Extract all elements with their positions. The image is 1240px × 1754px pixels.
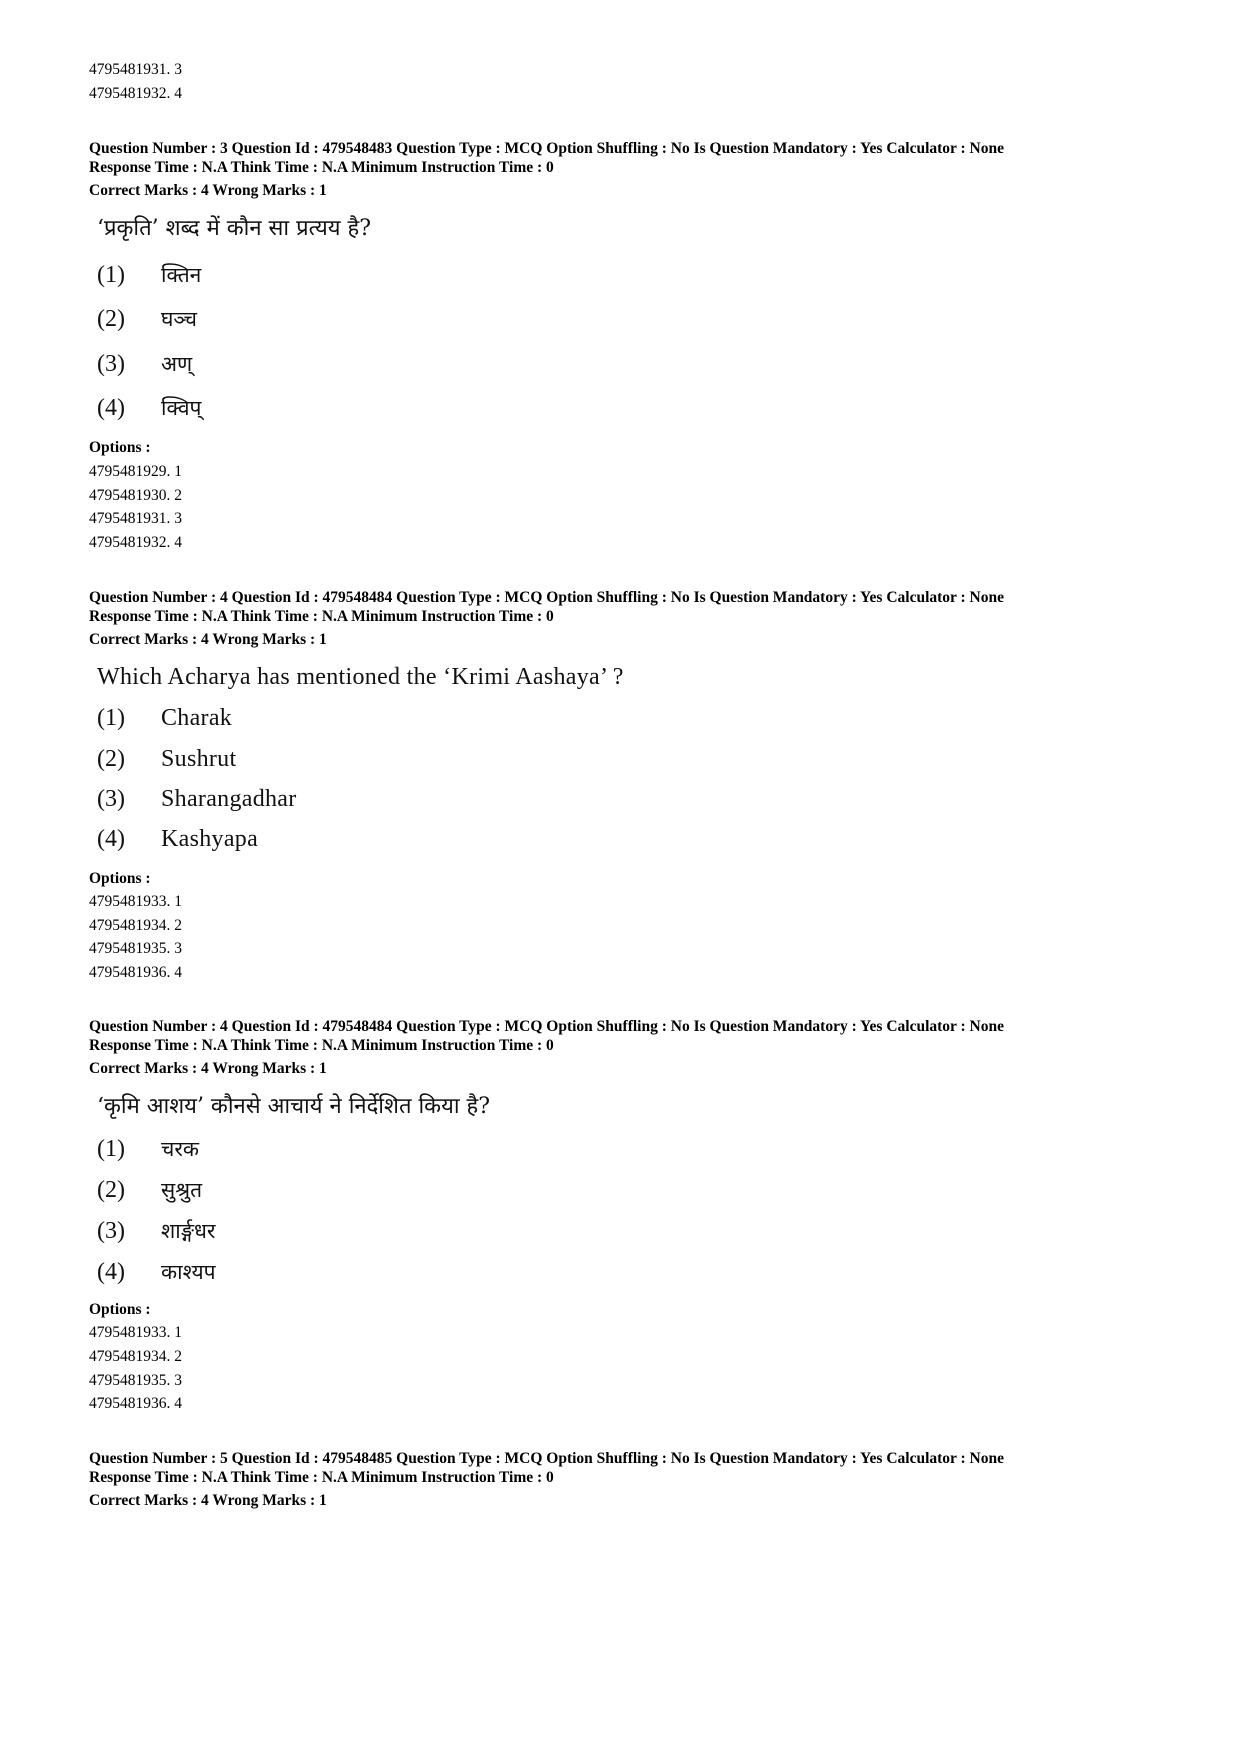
question-header: Question Number : 4 Question Id : 479548484 Question Type : MCQ Option Shuffling : No Is Question Mandatory : Yes Calculator : None [89,589,1004,606]
choice-number: (2) [97,746,125,772]
choice-number: (1) [97,1136,125,1162]
choice-number: (2) [97,306,125,332]
choice-text: काश्यप [161,1260,216,1284]
choice-number: (4) [97,1259,125,1285]
option-id-line: 4795481935. 3 [89,940,182,957]
question-header: Question Number : 4 Question Id : 479548484 Question Type : MCQ Option Shuffling : No Is Question Mandatory : Yes Calculator : None [89,1018,1004,1035]
choice-text: शार्ङ्गधर [161,1219,216,1243]
options-label: Options : [89,1301,151,1318]
choice-number: (2) [97,1177,125,1203]
question-header: Question Number : 3 Question Id : 479548483 Question Type : MCQ Option Shuffling : No Is Question Mandatory : Yes Calculator : None [89,140,1004,157]
option-id-line: 4795481933. 1 [89,893,182,910]
choice-text: अण् [161,352,193,376]
question-meta: Response Time : N.A Think Time : N.A Minimum Instruction Time : 0 [89,159,554,176]
choice-number: (3) [97,786,125,812]
question-marks: Correct Marks : 4 Wrong Marks : 1 [89,631,327,648]
question-marks: Correct Marks : 4 Wrong Marks : 1 [89,1492,327,1509]
option-id-line: 4795481932. 4 [89,534,182,551]
choice-text: सुश्रुत [161,1178,203,1202]
choice-number: (3) [97,351,125,377]
option-id-line: 4795481934. 2 [89,917,182,934]
choice-text: Sharangadhar [161,786,297,812]
question-meta: Response Time : N.A Think Time : N.A Minimum Instruction Time : 0 [89,608,554,625]
question-marks: Correct Marks : 4 Wrong Marks : 1 [89,182,327,199]
question-meta: Response Time : N.A Think Time : N.A Minimum Instruction Time : 0 [89,1037,554,1054]
option-id-line: 4795481936. 4 [89,964,182,981]
question-meta: Response Time : N.A Think Time : N.A Minimum Instruction Time : 0 [89,1469,554,1486]
option-id-line: 4795481930. 2 [89,487,182,504]
choice-number: (4) [97,395,125,421]
question-text: ‘प्रकृति’ शब्द में कौन सा प्रत्यय है? [97,216,371,241]
option-id-line: 4795481932. 4 [89,85,182,102]
option-id-line: 4795481935. 3 [89,1372,182,1389]
question-text: ‘कृमि आशय’ कौनसे आचार्य ने निर्देशित किया है? [97,1094,491,1119]
choice-text: Sushrut [161,746,237,772]
choice-number: (4) [97,826,125,852]
choice-text: Kashyapa [161,826,259,852]
choice-number: (1) [97,705,125,731]
choice-text: घञ्च [161,307,197,331]
choice-number: (3) [97,1218,125,1244]
options-label: Options : [89,439,151,456]
option-id-line: 4795481933. 1 [89,1324,182,1341]
option-id-line: 4795481931. 3 [89,61,182,78]
question-marks: Correct Marks : 4 Wrong Marks : 1 [89,1060,327,1077]
choice-text: Charak [161,705,233,731]
option-id-line: 4795481936. 4 [89,1395,182,1412]
option-id-line: 4795481934. 2 [89,1348,182,1365]
choice-text: चरक [161,1137,200,1161]
option-id-line: 4795481929. 1 [89,463,182,480]
question-text: Which Acharya has mentioned the ‘Krimi Aashaya’ ? [97,664,624,690]
choice-number: (1) [97,262,125,288]
choice-text: क्विप् [161,396,202,420]
choice-text: क्तिन [161,263,202,287]
option-id-line: 4795481931. 3 [89,510,182,527]
question-header: Question Number : 5 Question Id : 479548485 Question Type : MCQ Option Shuffling : No Is Question Mandatory : Yes Calculator : None [89,1450,1004,1467]
options-label: Options : [89,870,151,887]
